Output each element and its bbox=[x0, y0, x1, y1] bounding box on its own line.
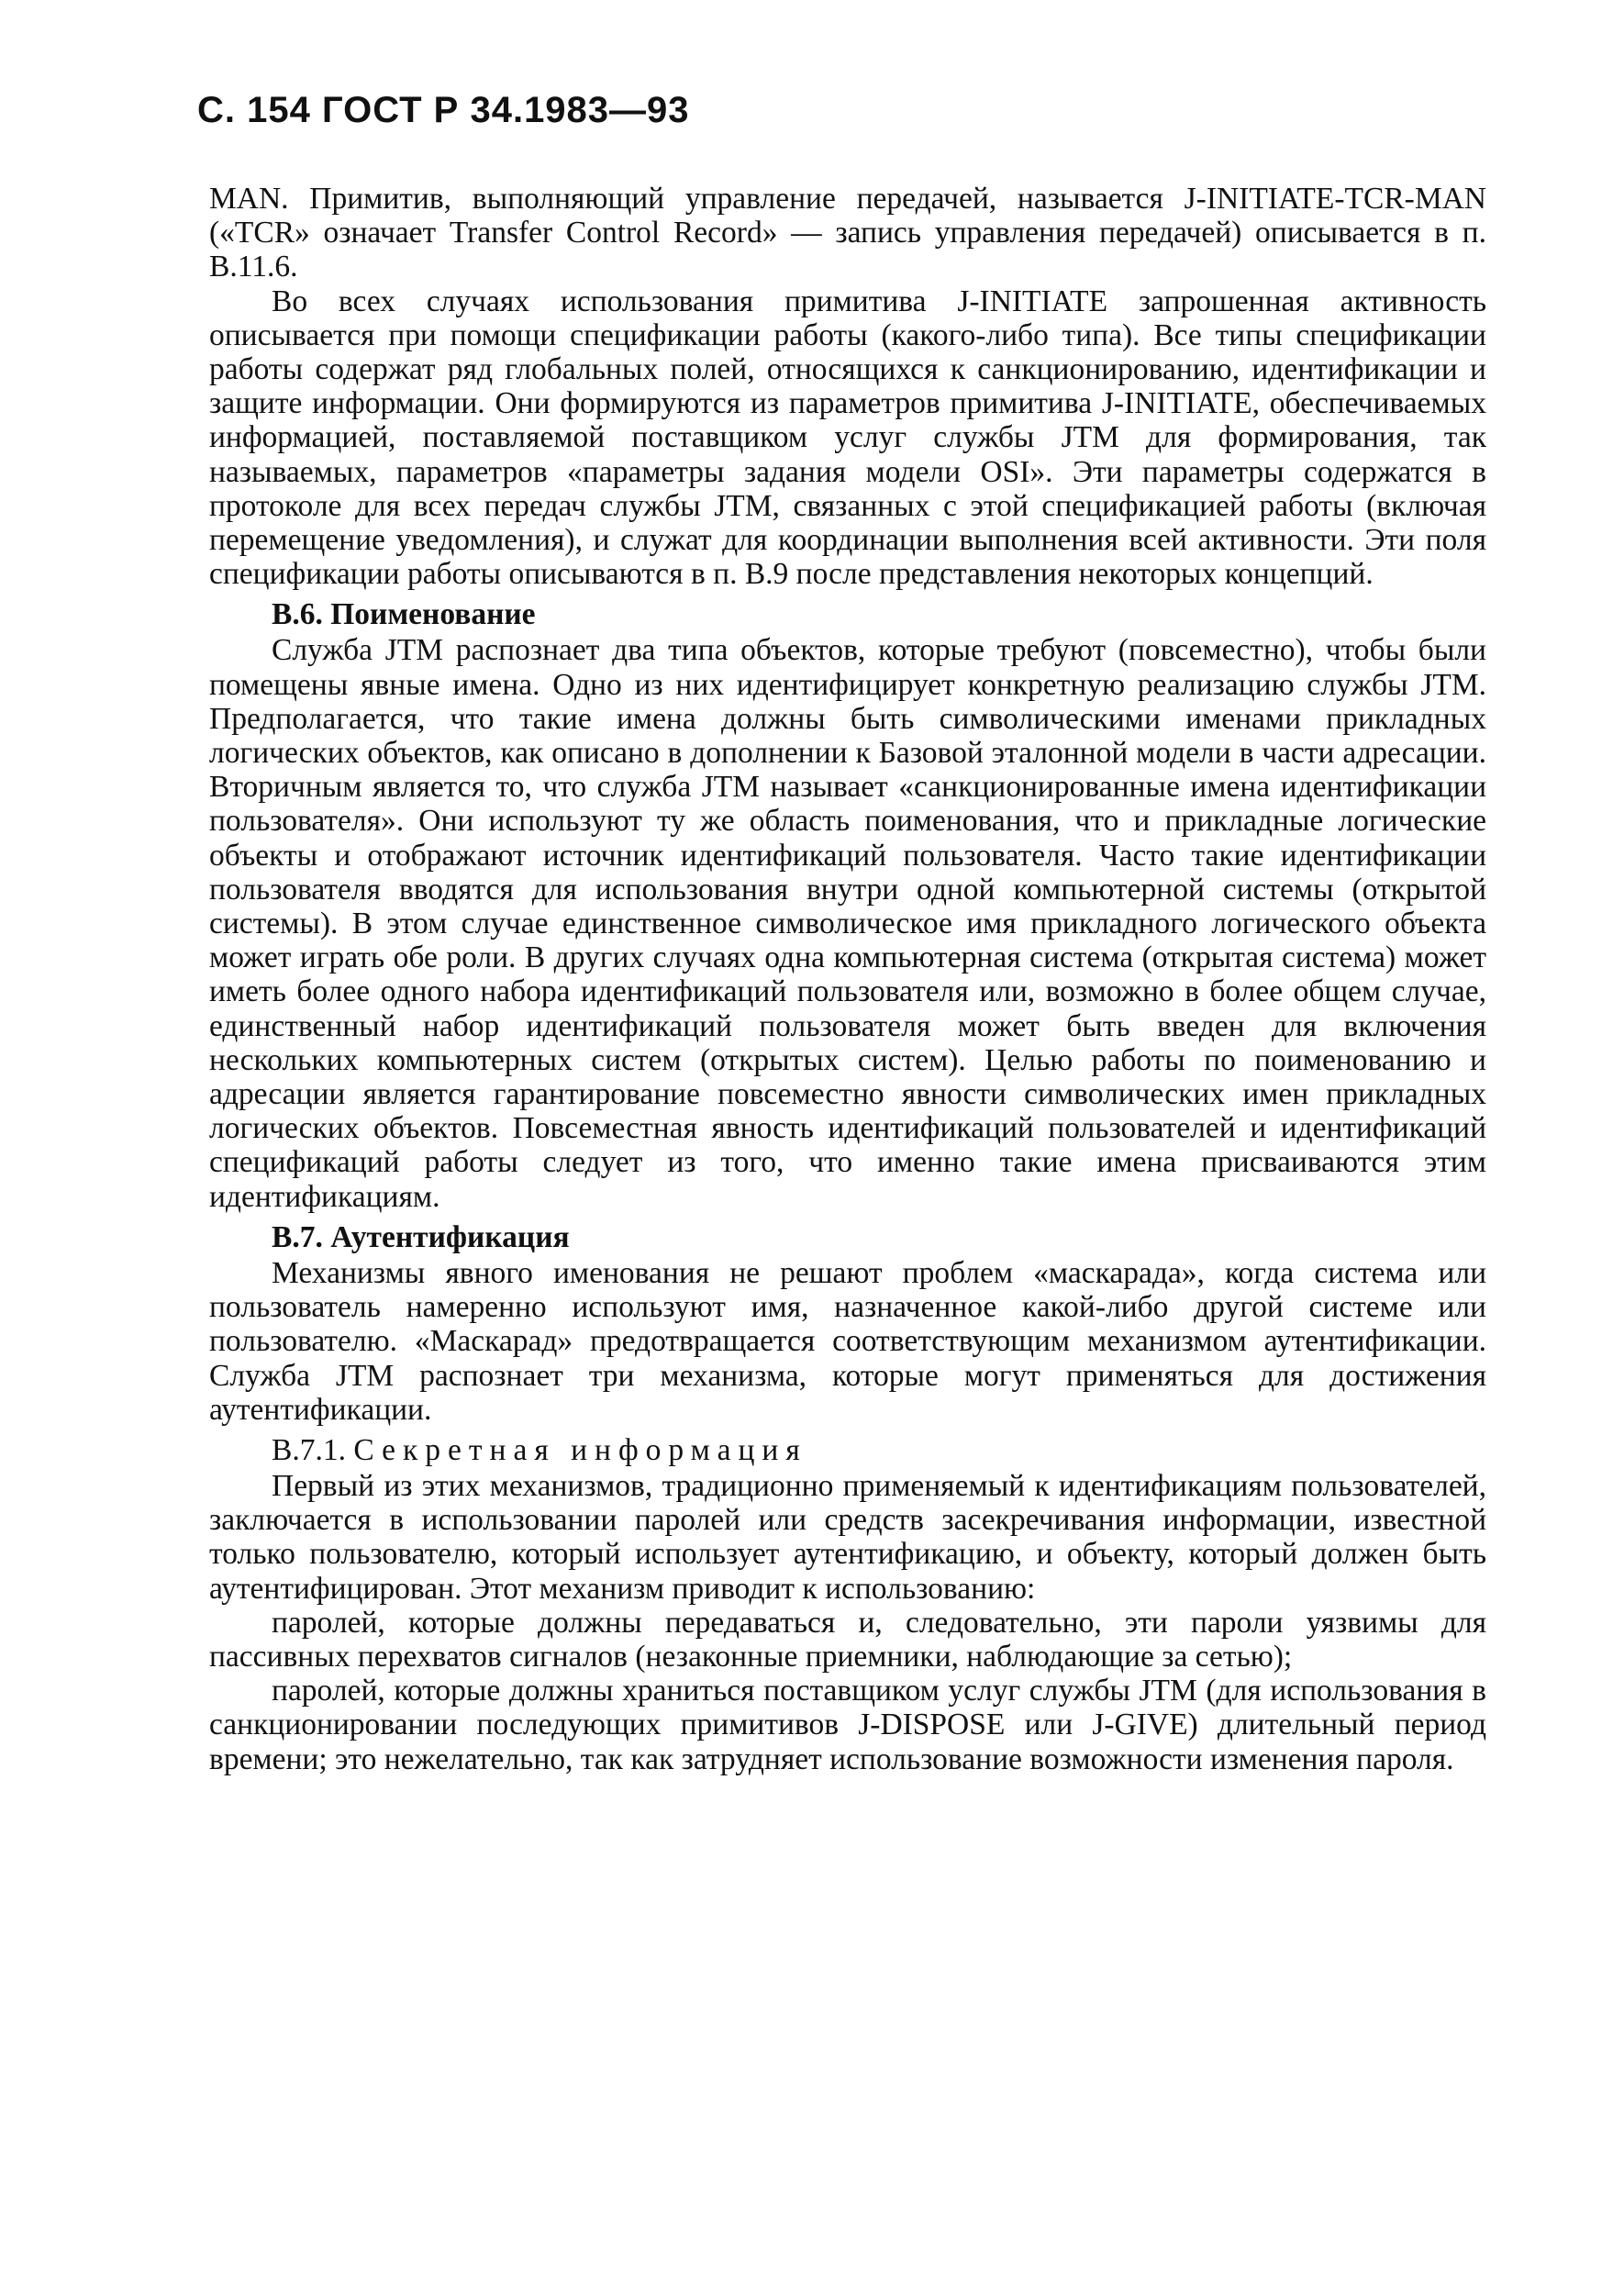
subsection-number: В.7.1. bbox=[272, 1432, 346, 1467]
subsection-heading-b71 bbox=[209, 1432, 1486, 1469]
running-head: С. 154 ГОСТ Р 34.1983—93 bbox=[197, 90, 690, 130]
list-item-passwords-transmitted: паролей, которые должны передаваться и, следовательно, эти пароли уязвимы для пассивных перехватов сигналов (незаконные приемники, наблюдающие за сетью); bbox=[209, 1605, 1486, 1674]
paragraph-authentication: Механизмы явного именования не решают проблем «маскарада», когда система или пользователь намеренно используют имя, назначенное какой-либо другой системе или пользователю. «Маскарад» предотвращается соответствующим механизмом аутентификации. Служба JTM распознает три механизма, которые могут применяться для достижения аутентификации. bbox=[209, 1255, 1486, 1427]
section-heading-b6: В.6. Поименование bbox=[272, 597, 536, 632]
paragraph-continuation: MAN. Примитив, выполняющий управление передачей, называется J-INITIATE-TCR-MAN («TCR» означает Transfer Control Record» — запись управления передачей) описывается в п. В.11.6. bbox=[209, 182, 1486, 284]
list-item-passwords-stored: паролей, которые должны храниться поставщиком услуг службы JTM (для использования в санкционировании последующих примитивов J-DISPOSE или J-GIVE) длительный период времени; это нежелательно, так как затрудняет использование возможности изменения пароля. bbox=[209, 1674, 1486, 1776]
paragraph-naming: Служба JTM распознает два типа объектов, которые требуют (повсеместно), чтобы были помещены явные имена. Одно из них идентифицирует конкретную реализацию службы JTM. Предполагается, что такие имена должны быть символическими именами прикладных логических объектов, как описано в дополнении к Базовой эталонной модели в части адресации. Вторичным является то, что служба JTM называет «санкционированные имена идентификации пользователя». Они используют ту же область поименования, что и прикладные логические объекты и отображают источник идентификаций пользователя. Часто такие идентификации пользователя вводятся для использования внутри одной компьютерной системы (открытой системы). В этом случае единственное символическое имя прикладного логического объекта может играть обе роли. В других случаях одна компьютерная система (открытая система) может иметь более одного набора идентификаций пользователя или, возможно в более общем случае, единственный набор идентификаций пользователя может быть введен для включения нескольких компьютерных систем (открытых систем). Целью работы по поименованию и адресации является гарантирование повсеместно явности символических имен прикладных логических объектов. Повсеместная явность идентификаций пользователей и идентификаций спецификаций работы следует из того, что именно такие имена присваиваются этим идентификациям. bbox=[209, 633, 1486, 1214]
section-heading-b7: В.7. Аутентификация bbox=[272, 1219, 570, 1254]
body-text bbox=[209, 182, 1486, 1776]
paragraph-secret-info: Первый из этих механизмов, традиционно применяемый к идентификациям пользователей, заключается в использовании паролей или средств засекречивания информации, известной только пользователю, который использует аутентификацию, и объекту, который должен быть аутентифицирован. Этот механизм приводит к использованию: bbox=[209, 1468, 1486, 1606]
paragraph-job-specification: Во всех случаях использования примитива J-INITIATE запрошенная активность описывается при помощи спецификации работы (какого-либо типа). Все типы спецификации работы содержат ряд глобальных полей, относящихся к санкционированию, идентификации и защите информации. Они формируются из параметров примитива J-INITIATE, обеспечиваемых информацией, поставляемой поставщиком услуг службы JTM для формирования, так называемых, параметров «параметры задания модели OSI». Эти параметры содержатся в протоколе для всех передач службы JTM, связанных с этой спецификацией работы (включая перемещение уведомления), и служат для координации выполнения всей активности. Эти поля спецификации работы описываются в п. В.9 после представления некоторых концепций. bbox=[209, 284, 1486, 592]
subsection-title: Секретная информация bbox=[353, 1432, 807, 1467]
